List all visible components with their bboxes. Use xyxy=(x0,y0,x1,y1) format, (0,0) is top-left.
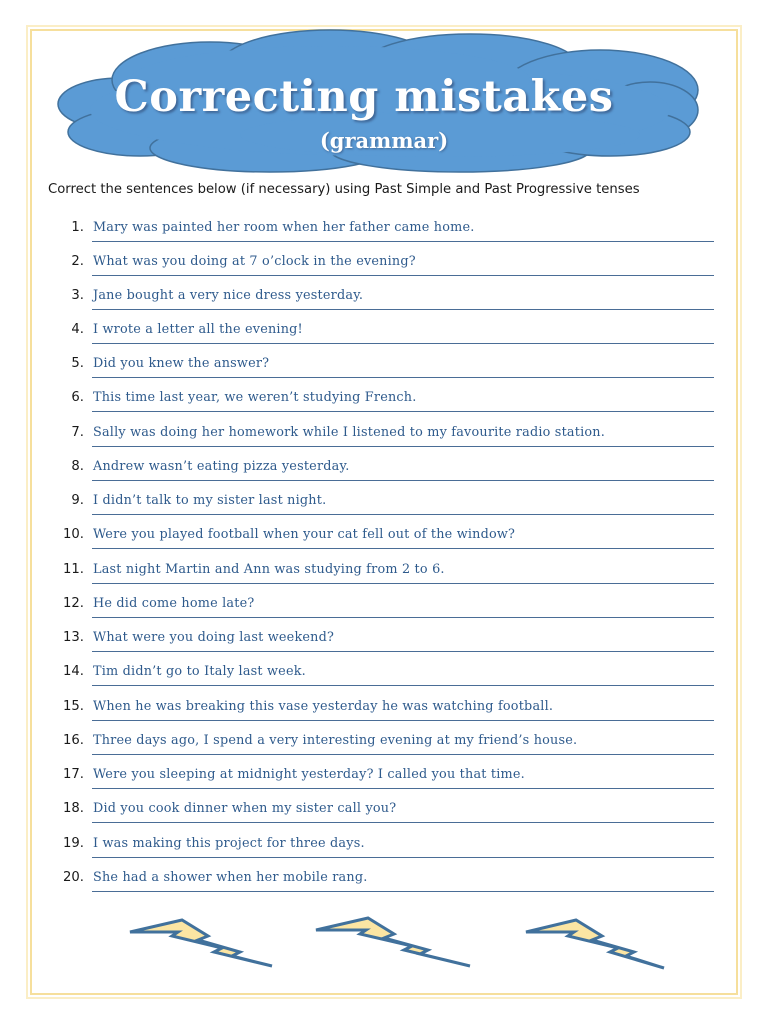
sentence-text: What was you doing at 7 o’clock in the evening? xyxy=(93,254,416,269)
sentence-text: Did you cook dinner when my sister call you? xyxy=(93,801,397,816)
sentence-text: Three days ago, I spend a very interesting evening at my friend’s house. xyxy=(93,733,578,748)
item-number: 2. xyxy=(71,254,84,269)
sentence-text: I was making this project for three days. xyxy=(93,836,365,851)
sentence-text: Andrew wasn’t eating pizza yesterday. xyxy=(93,459,350,474)
item-number: 10. xyxy=(63,527,84,542)
sentence-text: Jane bought a very nice dress yesterday. xyxy=(93,288,364,303)
sentence-text: Did you knew the answer? xyxy=(93,356,270,371)
sentence-text: Mary was painted her room when her father came home. xyxy=(93,220,475,235)
item-number: 9. xyxy=(71,493,84,508)
lightning-bolt-icon xyxy=(316,918,470,966)
sentence-text: Tim didn’t go to Italy last week. xyxy=(93,664,306,679)
lightning-bolt-icon xyxy=(130,920,272,966)
item-number: 18. xyxy=(63,801,84,816)
item-number: 8. xyxy=(71,459,84,474)
page-subtitle: (grammar) xyxy=(319,128,449,153)
item-number: 19. xyxy=(63,836,84,851)
item-number: 14. xyxy=(63,664,84,679)
item-number: 16. xyxy=(63,733,84,748)
page-title: Correcting mistakes xyxy=(114,72,614,122)
item-number: 6. xyxy=(71,390,84,405)
item-number: 1. xyxy=(71,220,84,235)
item-number: 4. xyxy=(71,322,84,337)
sentence-text: This time last year, we weren’t studying French. xyxy=(93,390,417,405)
instructions: Correct the sentences below (if necessary) using Past Simple and Past Progressive tenses xyxy=(48,182,640,197)
item-number: 7. xyxy=(71,425,84,440)
lightning-bolt-icon xyxy=(526,920,664,968)
item-number: 3. xyxy=(71,288,84,303)
sentence-text: He did come home late? xyxy=(93,596,255,611)
sentence-text: Were you sleeping at midnight yesterday? I called you that time. xyxy=(93,767,525,782)
sentence-text: What were you doing last weekend? xyxy=(93,630,335,645)
sentence-text: When he was breaking this vase yesterday he was watching football. xyxy=(93,699,554,714)
item-number: 13. xyxy=(63,630,84,645)
sentence-text: Last night Martin and Ann was studying from 2 to 6. xyxy=(93,562,445,577)
item-number: 12. xyxy=(63,596,84,611)
sentence-text: She had a shower when her mobile rang. xyxy=(93,870,368,885)
sentence-text: Sally was doing her homework while I listened to my favourite radio station. xyxy=(93,425,605,440)
item-number: 20. xyxy=(63,870,84,885)
sentence-text: I didn’t talk to my sister last night. xyxy=(93,493,327,508)
sentence-text: Were you played football when your cat fell out of the window? xyxy=(93,527,516,542)
item-number: 5. xyxy=(71,356,84,371)
sentence-text: I wrote a letter all the evening! xyxy=(93,322,303,337)
item-number: 17. xyxy=(63,767,84,782)
item-number: 11. xyxy=(63,562,84,577)
item-number: 15. xyxy=(63,699,84,714)
